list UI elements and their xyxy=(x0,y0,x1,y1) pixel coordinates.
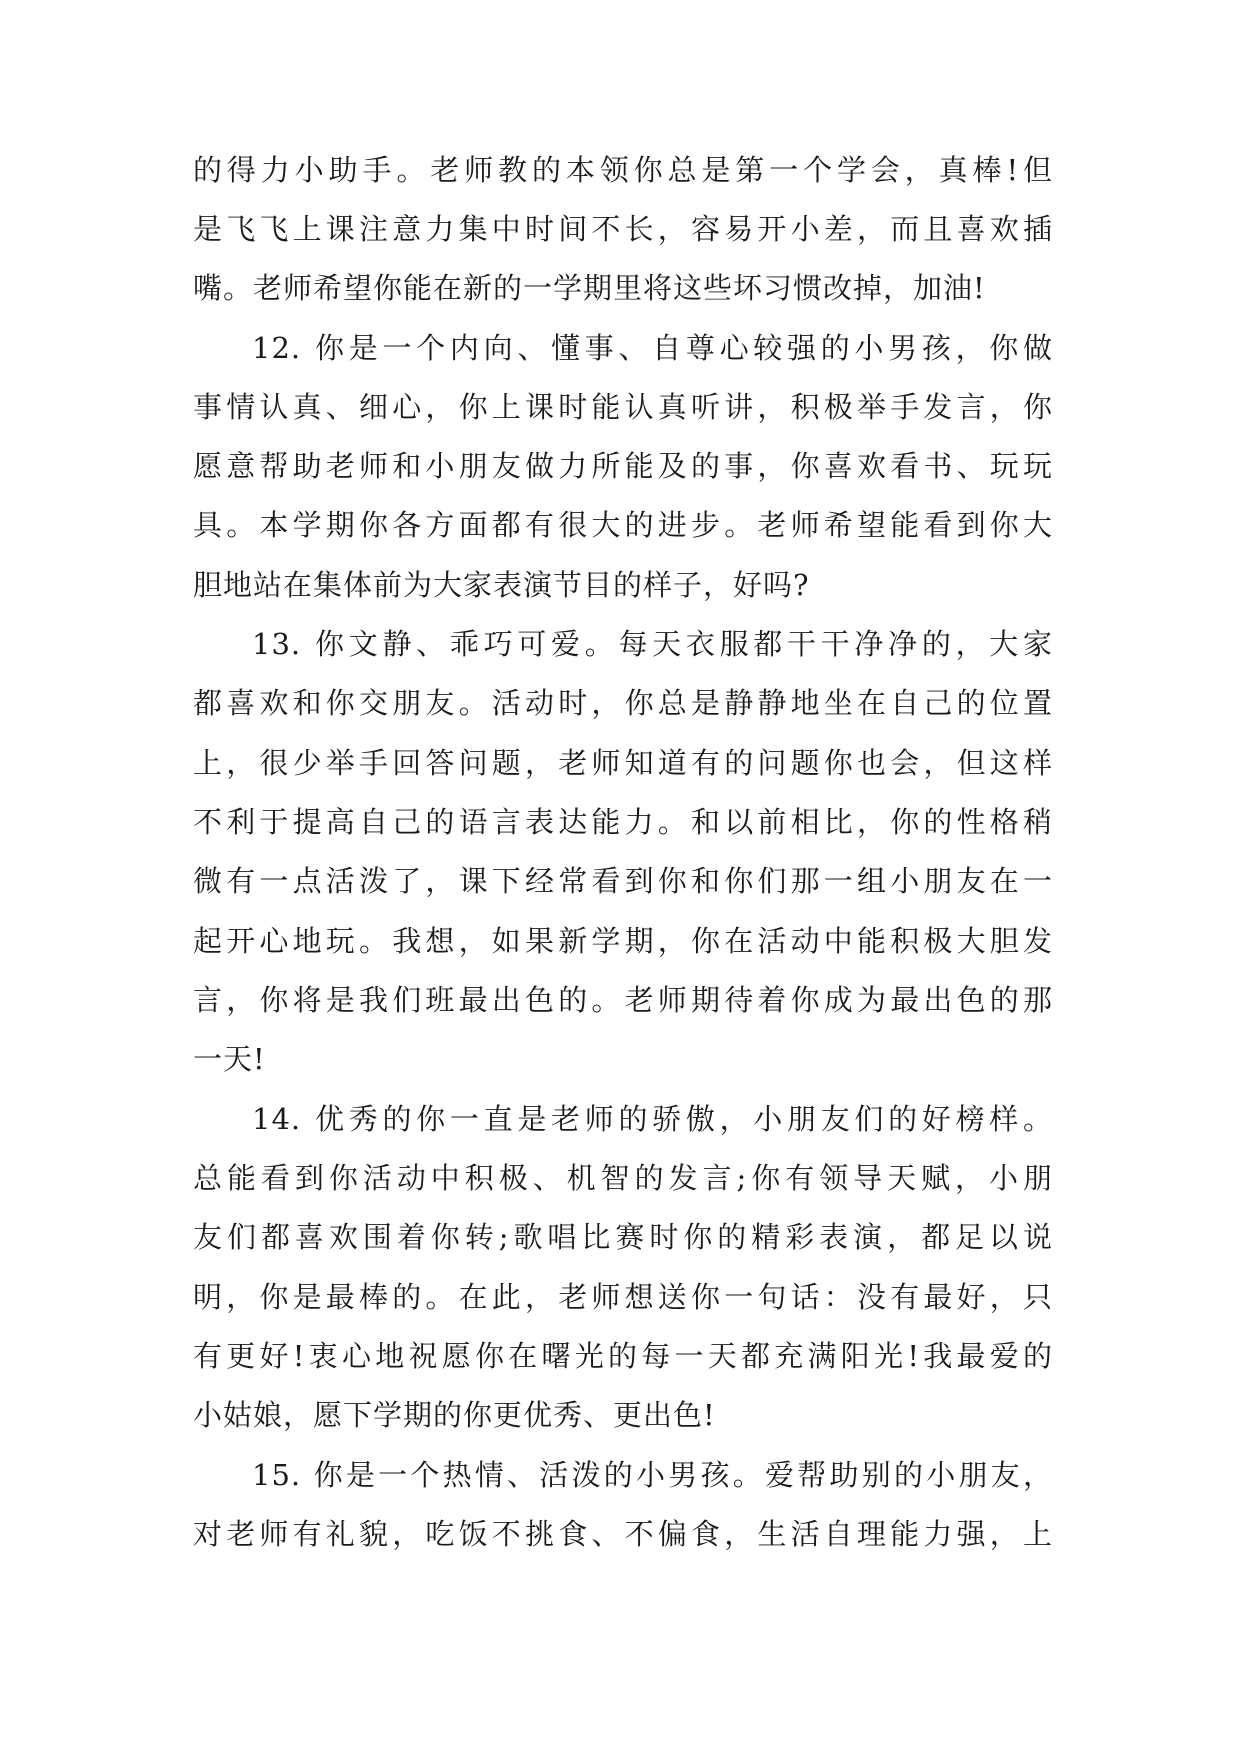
text-line: 嘴。老师希望你能在新的一学期里将这些坏习惯改掉，加油! xyxy=(193,271,986,305)
text-line: 微有一点活泼了，课下经常看到你和你们那一组小朋友在一 xyxy=(193,864,1053,898)
text-line: 有更好!衷心地祝愿你在曙光的每一天都充满阳光!我最爱的 xyxy=(193,1339,1053,1373)
text-line: 12. 你是一个内向、懂事、自尊心较强的小男孩，你做 xyxy=(252,331,1053,365)
text-line: 对老师有礼貌，吃饭不挑食、不偏食，生活自理能力强，上 xyxy=(193,1517,1053,1551)
text-line: 明，你是最棒的。在此，老师想送你一句话：没有最好，只 xyxy=(193,1280,1053,1314)
text-line: 14. 优秀的你一直是老师的骄傲，小朋友们的好榜样。 xyxy=(252,1102,1053,1136)
text-line: 是飞飞上课注意力集中时间不长，容易开小差，而且喜欢插 xyxy=(193,212,1053,246)
text-line: 具。本学期你各方面都有很大的进步。老师希望能看到你大 xyxy=(193,508,1053,542)
text-line: 上，很少举手回答问题，老师知道有的问题你也会，但这样 xyxy=(193,746,1053,780)
text-line: 小姑娘，愿下学期的你更优秀、更出色! xyxy=(193,1398,716,1432)
text-line: 愿意帮助老师和小朋友做力所能及的事，你喜欢看书、玩玩 xyxy=(193,449,1053,483)
text-line: 总能看到你活动中积极、机智的发言;你有领导天赋，小朋 xyxy=(193,1161,1053,1195)
text-line: 一天! xyxy=(193,1042,266,1076)
text-line: 事情认真、细心，你上课时能认真听讲，积极举手发言，你 xyxy=(193,390,1053,424)
text-line: 都喜欢和你交朋友。活动时，你总是静静地坐在自己的位置 xyxy=(193,686,1053,720)
text-line: 的得力小助手。老师教的本领你总是第一个学会，真棒!但 xyxy=(193,153,1053,187)
text-line: 友们都喜欢围着你转;歌唱比赛时你的精彩表演，都足以说 xyxy=(193,1220,1053,1254)
text-line: 起开心地玩。我想，如果新学期，你在活动中能积极大胆发 xyxy=(193,924,1053,958)
text-line: 言，你将是我们班最出色的。老师期待着你成为最出色的那 xyxy=(193,983,1053,1017)
text-line: 13. 你文静、乖巧可爱。每天衣服都干干净净的，大家 xyxy=(252,627,1053,661)
text-line: 不利于提高自己的语言表达能力。和以前相比，你的性格稍 xyxy=(193,805,1053,839)
text-line: 胆地站在集体前为大家表演节目的样子，好吗? xyxy=(193,568,810,602)
text-line: 15. 你是一个热情、活泼的小男孩。爱帮助别的小朋友， xyxy=(252,1458,1053,1492)
